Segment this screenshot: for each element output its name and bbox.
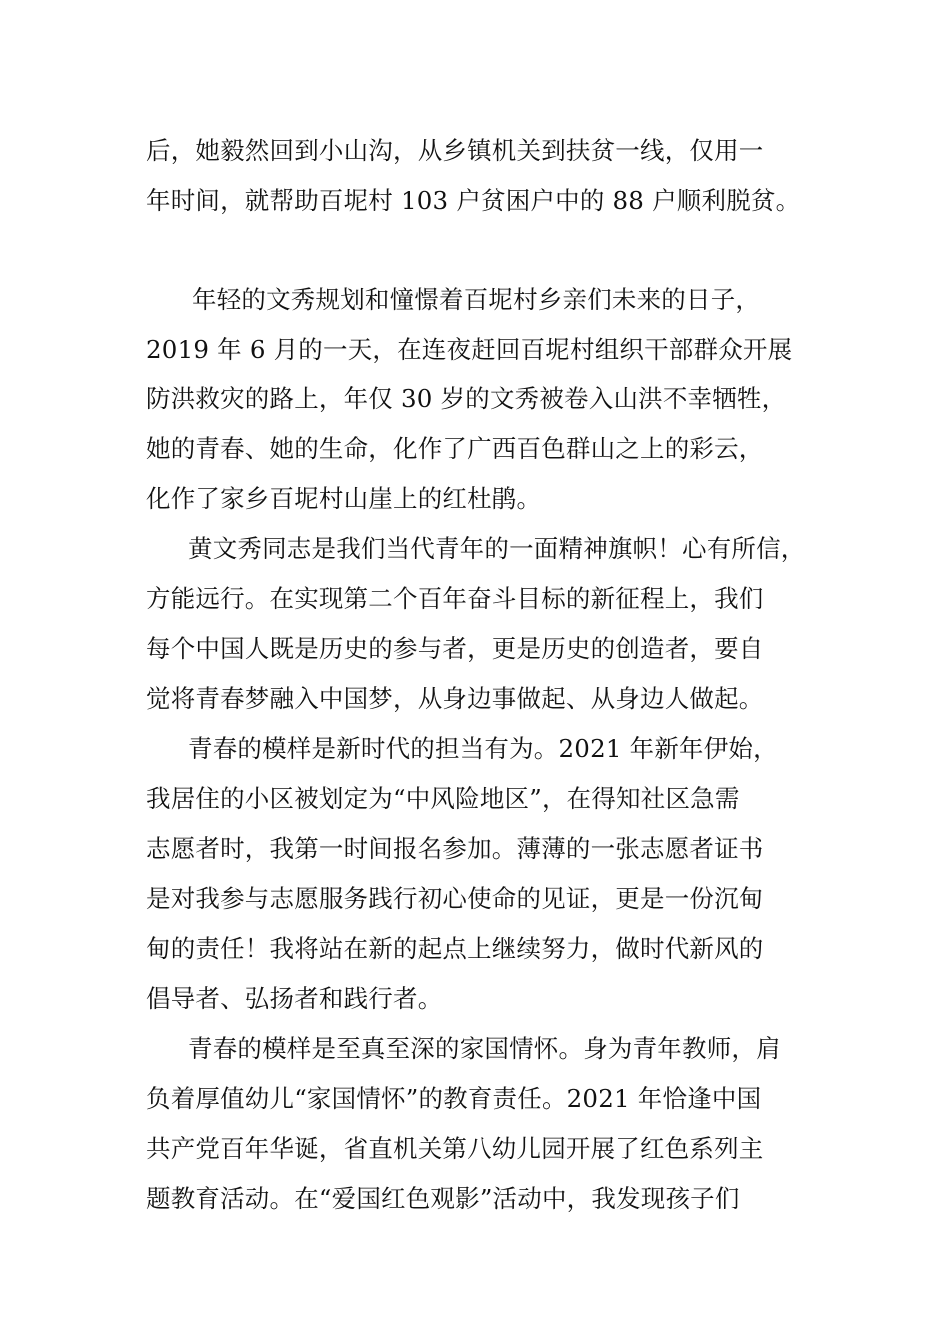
paragraph-5-line-3: 共产党百年华诞，省直机关第八幼儿园开展了红色系列主	[146, 1134, 764, 1163]
paragraph-4-line-4: 是对我参与志愿服务践行初心使命的见证，更是一份沉甸	[146, 884, 764, 913]
paragraph-4-line-2: 我居住的小区被划定为“中风险地区”，在得知社区急需	[146, 784, 740, 813]
paragraph-4-line-5: 甸的责任！我将站在新的起点上继续努力，做时代新风的	[146, 934, 764, 963]
paragraph-2-line-2: 2019 年 6 月的一天，在连夜赶回百坭村组织干部群众开展	[146, 335, 793, 364]
paragraph-2-line-1: 年轻的文秀规划和憧憬着百坭村乡亲们未来的日子，	[192, 285, 761, 314]
paragraph-2-line-5: 化作了家乡百坭村山崖上的红杜鹃。	[146, 484, 542, 513]
paragraph-4-line-6: 倡导者、弘扬者和践行者。	[146, 984, 443, 1013]
paragraph-4-line-1: 青春的模样是新时代的担当有为。2021 年新年伊始，	[188, 734, 778, 763]
paragraph-4-line-3: 志愿者时，我第一时间报名参加。薄薄的一张志愿者证书	[146, 834, 764, 863]
paragraph-2-line-3: 防洪救灾的路上，年仅 30 岁的文秀被卷入山洪不幸牺牲，	[146, 384, 787, 413]
paragraph-5-line-1: 青春的模样是至真至深的家国情怀。身为青年教师，肩	[188, 1034, 781, 1063]
paragraph-5-line-2: 负着厚值幼儿“家国情怀”的教育责任。2021 年恰逢中国	[146, 1084, 762, 1113]
paragraph-1-line-1: 后，她毅然回到小山沟，从乡镇机关到扶贫一线，仅用一	[146, 136, 764, 165]
paragraph-3-line-3: 每个中国人既是历史的参与者，更是历史的创造者，要自	[146, 634, 764, 663]
paragraph-5-line-4: 题教育活动。在“爱国红色观影”活动中，我发现孩子们	[146, 1184, 740, 1213]
paragraph-3-line-4: 觉将青春梦融入中国梦，从身边事做起、从身边人做起。	[146, 684, 764, 713]
paragraph-3-line-2: 方能远行。在实现第二个百年奋斗目标的新征程上，我们	[146, 584, 764, 613]
paragraph-2-line-4: 她的青春、她的生命，化作了广西百色群山之上的彩云，	[146, 434, 764, 463]
paragraph-1-line-2: 年时间，就帮助百坭村 103 户贫困户中的 88 户顺利脱贫。	[146, 186, 801, 215]
paragraph-3-line-1: 黄文秀同志是我们当代青年的一面精神旗帜！心有所信，	[188, 534, 806, 563]
